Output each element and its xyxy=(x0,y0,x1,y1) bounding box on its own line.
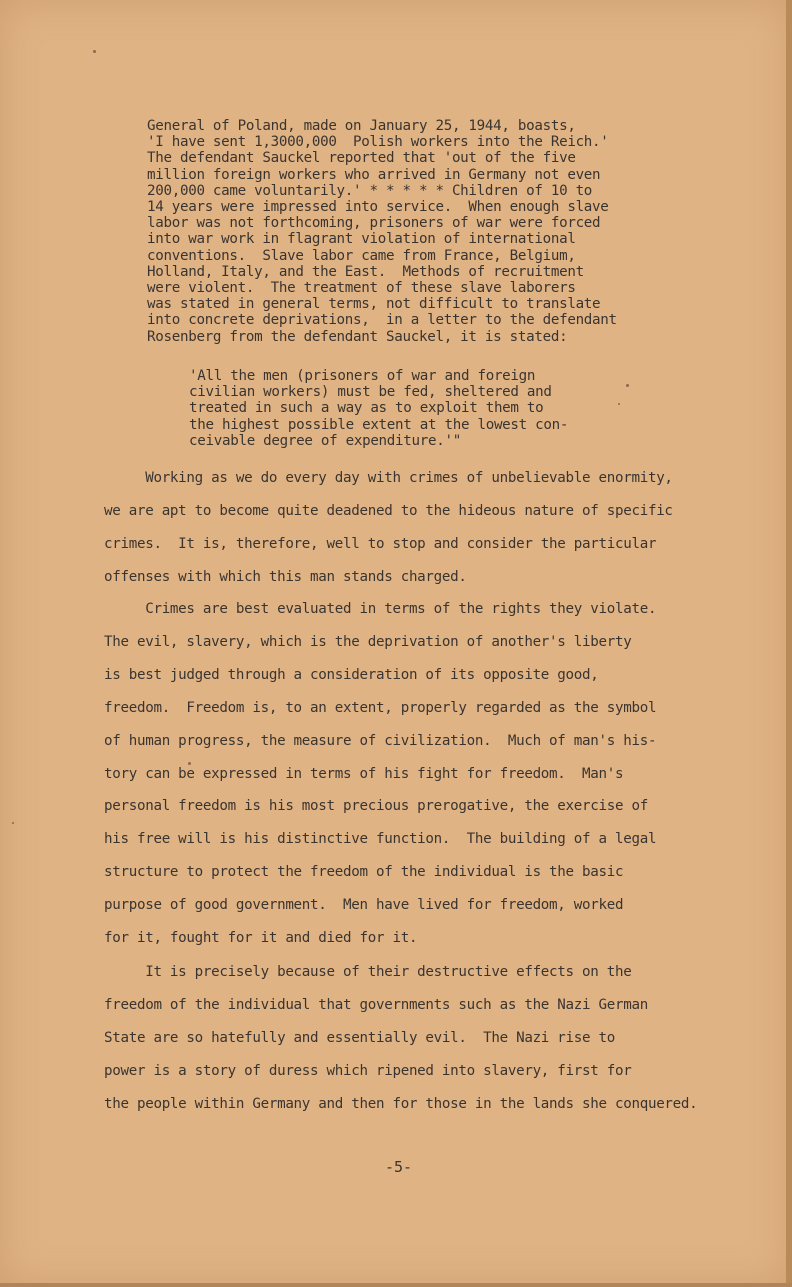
block-quote xyxy=(189,368,609,449)
text-line: Holland, Italy, and the East. Methods of recruitment xyxy=(147,263,584,280)
text-line: General of Poland, made on January 25, 1944, boasts, xyxy=(147,118,576,134)
text-line: 'I have sent 1,3000,000 Polish workers into the Reich.' xyxy=(147,134,609,151)
text-line: Crimes are best evaluated in terms of the rights they violate. xyxy=(104,601,657,617)
paragraph-crimes-enormity xyxy=(104,462,724,594)
paragraph-freedom xyxy=(104,593,724,955)
text-line: freedom. Freedom is, to an extent, properly regarded as the symbol xyxy=(104,699,657,716)
text-line: his free will is his distinctive function. The building of a legal xyxy=(104,831,657,848)
text-line: into concrete deprivations, in a letter to the defendant xyxy=(147,312,617,329)
text-line: 200,000 came voluntarily.' * * * * * Children of 10 to xyxy=(147,182,593,199)
text-line: into war work in flagrant violation of international xyxy=(147,231,576,248)
text-line: structure to protect the freedom of the individual is the basic xyxy=(104,864,624,881)
text-line: is best judged through a consideration of its opposite good, xyxy=(104,666,599,683)
text-line: State are so hatefully and essentially evil. The Nazi rise to xyxy=(104,1029,615,1046)
page-edge-bottom xyxy=(0,1283,792,1287)
quote-line: 'All the men (prisoners of war and foreign xyxy=(189,368,536,384)
quote-line: treated in such a way as to exploit them to xyxy=(189,400,544,417)
text-line: million foreign workers who arrived in Germany not even xyxy=(147,166,601,183)
paper-speck xyxy=(626,384,629,387)
text-line: tory can be expressed in terms of his fight for freedom. Man's xyxy=(104,765,624,782)
text-line: Rosenberg from the defendant Sauckel, it is stated: xyxy=(147,328,568,345)
text-line: of human progress, the measure of civilization. Much of man's his- xyxy=(104,732,657,749)
text-line: were violent. The treatment of these slave laborers xyxy=(147,280,576,297)
paragraph-nazi-state xyxy=(104,956,724,1121)
text-line: Working as we do every day with crimes of unbelievable enormity, xyxy=(104,470,673,486)
quote-line: ceivable degree of expenditure.'" xyxy=(189,432,461,449)
text-line: offenses with which this man stands charged. xyxy=(104,568,467,585)
text-line: crimes. It is, therefore, well to stop and consider the particular xyxy=(104,535,657,552)
text-line: conventions. Slave labor came from France, Belgium, xyxy=(147,247,576,264)
paper-speck xyxy=(188,762,191,765)
text-line: 14 years were impressed into service. When enough slave xyxy=(147,199,609,216)
text-line: The evil, slavery, which is the deprivation of another's liberty xyxy=(104,633,632,650)
text-line: power is a story of duress which ripened into slavery, first for xyxy=(104,1062,632,1079)
text-line: The defendant Sauckel reported that 'out of the five xyxy=(147,150,576,167)
quote-line: the highest possible extent at the lowest con- xyxy=(189,416,569,433)
text-line: It is precisely because of their destructive effects on the xyxy=(104,964,632,980)
top-paragraph xyxy=(147,118,647,345)
paper-speck xyxy=(12,822,14,824)
text-line: personal freedom is his most precious prerogative, the exercise of xyxy=(104,798,648,815)
text-line: we are apt to become quite deadened to the hideous nature of specific xyxy=(104,502,673,519)
text-line: purpose of good government. Men have lived for freedom, worked xyxy=(104,897,624,914)
paper-speck xyxy=(93,50,96,53)
quote-line: civilian workers) must be fed, sheltered and xyxy=(189,384,552,401)
text-line: the people within Germany and then for those in the lands she conquered. xyxy=(104,1095,698,1112)
paper-speck xyxy=(618,403,620,405)
page-edge-right xyxy=(786,0,792,1287)
text-line: labor was not forthcoming, prisoners of war were forced xyxy=(147,215,601,232)
text-line: for it, fought for it and died for it. xyxy=(104,930,418,947)
page-number: -5- xyxy=(385,1158,413,1176)
text-line: was stated in general terms, not difficult to translate xyxy=(147,296,601,313)
text-line: freedom of the individual that governments such as the Nazi German xyxy=(104,996,648,1013)
